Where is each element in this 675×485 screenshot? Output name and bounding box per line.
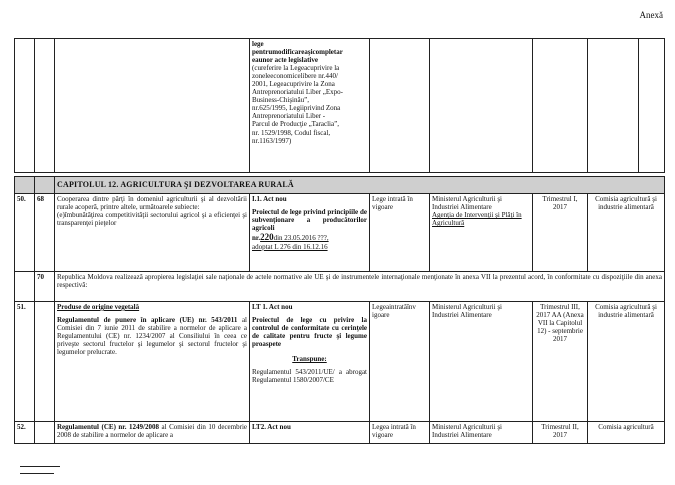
status-cell: Lege intrată în vigoare xyxy=(370,194,430,272)
act-label: LT2. Act nou xyxy=(250,422,370,444)
status-cell: Legea intrată în vigoare xyxy=(370,422,430,444)
term-cell: Trimestrul I, 2017 xyxy=(533,194,588,272)
transposes-label: Transpune: xyxy=(292,355,327,364)
act-title: Proiectul de lege cu privire la controlul de conformitate cu cerinţele de calitate pentru fructe şi legume proaspete xyxy=(252,316,367,349)
top-line-5: 2001, Legeacuprivire la Zona xyxy=(252,80,335,89)
chapter-title: CAPITOLUL 12. AGRICULTURA ŞI DEZVOLTAREA RURALĂ xyxy=(55,177,665,194)
top-line-1: pentrumodificareaşicompletar xyxy=(252,48,343,57)
top-line-11: nr. 1529/1998, Codul fiscal, xyxy=(252,128,331,137)
provision-text-e: (e)îmbunătăţirea competitivităţii sectorului agricol şi a eficienţei şi transparenţei pieţelor xyxy=(57,211,247,228)
table-row-51 xyxy=(15,302,665,422)
act-cell xyxy=(250,194,370,272)
act-adopted: adoptat L 276 din 16.12.16 xyxy=(252,242,328,251)
institution-1: Ministerul Agriculturii şi Industriei Alimentare xyxy=(432,195,502,212)
act-title: Proiectul de lege privind principiile de subvenţionare a producătorilor agricoli xyxy=(252,208,367,233)
top-line-0: lege xyxy=(252,40,264,48)
row-number: 50. xyxy=(15,194,35,272)
committee-cell: Comisia agricultură şi industrie alimentară xyxy=(588,302,665,422)
provision-text-main: Cooperarea dintre părţi în domeniul agriculturii şi al dezvoltării rurale acoperă, printre altele, următoarele subiecte: xyxy=(57,195,247,212)
row-number: 51. xyxy=(15,302,35,422)
top-line-7: Business-Chişinău”, xyxy=(252,96,309,105)
top-line-8: nr.625/1995, Legiiprivind Zona xyxy=(252,104,341,113)
top-act-cell xyxy=(250,39,370,173)
committee-cell: Comisia agricultură xyxy=(588,422,665,444)
annex-label: Anexă xyxy=(639,10,663,20)
footer-rule-2 xyxy=(20,473,54,474)
act-no-prefix: nr. xyxy=(252,234,261,243)
footer-rule xyxy=(20,466,60,467)
row-number: 52. xyxy=(15,422,35,444)
act-label: I.1. Act nou xyxy=(252,195,287,203)
top-line-9: Antreprenoriatului Liber - xyxy=(252,112,326,121)
institution-2: Agenţia de Intervenţii şi Plăţi în Agricultură xyxy=(432,211,522,228)
reg-prefix: Regulamentul (CE) nr. xyxy=(57,423,127,431)
institution-cell: Ministerul Agriculturii şi Industriei Alimentare xyxy=(430,302,533,422)
act-date: din 23.05.2016 ???, xyxy=(273,234,329,243)
top-line-10: Parcul de Producţie „Taraclia”, xyxy=(252,120,339,129)
provision-head: Produse de origine vegetală xyxy=(57,303,140,311)
top-line-6: Antreprenoriatului Liber „Expo- xyxy=(252,88,343,97)
table-row-50 xyxy=(15,194,665,272)
article-number: 68 xyxy=(35,194,55,272)
institution-cell xyxy=(430,194,533,272)
table-row-52 xyxy=(15,422,665,444)
provision-text xyxy=(55,194,250,272)
act-number: 220 xyxy=(260,232,274,243)
table-row-70 xyxy=(15,272,665,302)
transposes-text: Regulamentul 543/2011/UE/ a abrogat Regulamentul 1580/2007/CE xyxy=(252,368,367,385)
act-label: LT 1. Act nou xyxy=(252,303,293,311)
table-row-top xyxy=(15,39,665,173)
top-line-12: nr.1163/1997) xyxy=(252,136,292,145)
approximation-text: Republica Moldova realizează apropierea legislaţiei sale naţionale de actele normative ale UE şi de instrumentele internaţionale menţionate în anexa VII la prezentul acord, în conformitate cu dispoziţiile din anexa respectivă: xyxy=(55,272,665,302)
article-number-70: 70 xyxy=(35,272,55,302)
institution-cell: Ministerul Agriculturii şi Industriei Alimentare xyxy=(430,422,533,444)
provision-text xyxy=(55,422,250,444)
term-cell: Trimestrul II, 2017 xyxy=(533,422,588,444)
act-cell xyxy=(250,302,370,422)
reg-text: al Comisiei din 7 iunie 2011 de stabilire a normelor de aplicare a Regulamentului (CE) nr. 1234/2007 al Consiliului în ceea ce priveşte sectorul fructelor şi legumelor şi sectorul fructelor şi legumelor prelucrate. xyxy=(57,316,248,357)
reg-text: al Comisiei din 10 decembrie 2008 de stabilire a normelor de aplicare a xyxy=(57,423,247,440)
term-cell: Trimestrul III, 2017 AA (Anexa VII la Capitolul 12) - septembrie 2017 xyxy=(533,302,588,422)
status-cell: Legeaintratăînv igoare xyxy=(370,302,430,422)
top-line-4: zoneleeconomicelibere nr.440/ xyxy=(252,72,338,81)
reg-number: 1249/2008 xyxy=(129,423,159,431)
top-line-3: (cureferire la Legeacuprivire la xyxy=(252,64,340,73)
legislation-table xyxy=(14,38,665,444)
committee-cell: Comisia agricultură şi industrie alimentară xyxy=(588,194,665,272)
reg-prefix: Regulamentul de punere în aplicare (UE) nr. xyxy=(57,316,207,325)
chapter-row xyxy=(15,177,665,194)
provision-text xyxy=(55,302,250,422)
top-line-2: eaunor acte legislative xyxy=(252,56,318,65)
reg-number: 543/2011 xyxy=(211,316,238,325)
